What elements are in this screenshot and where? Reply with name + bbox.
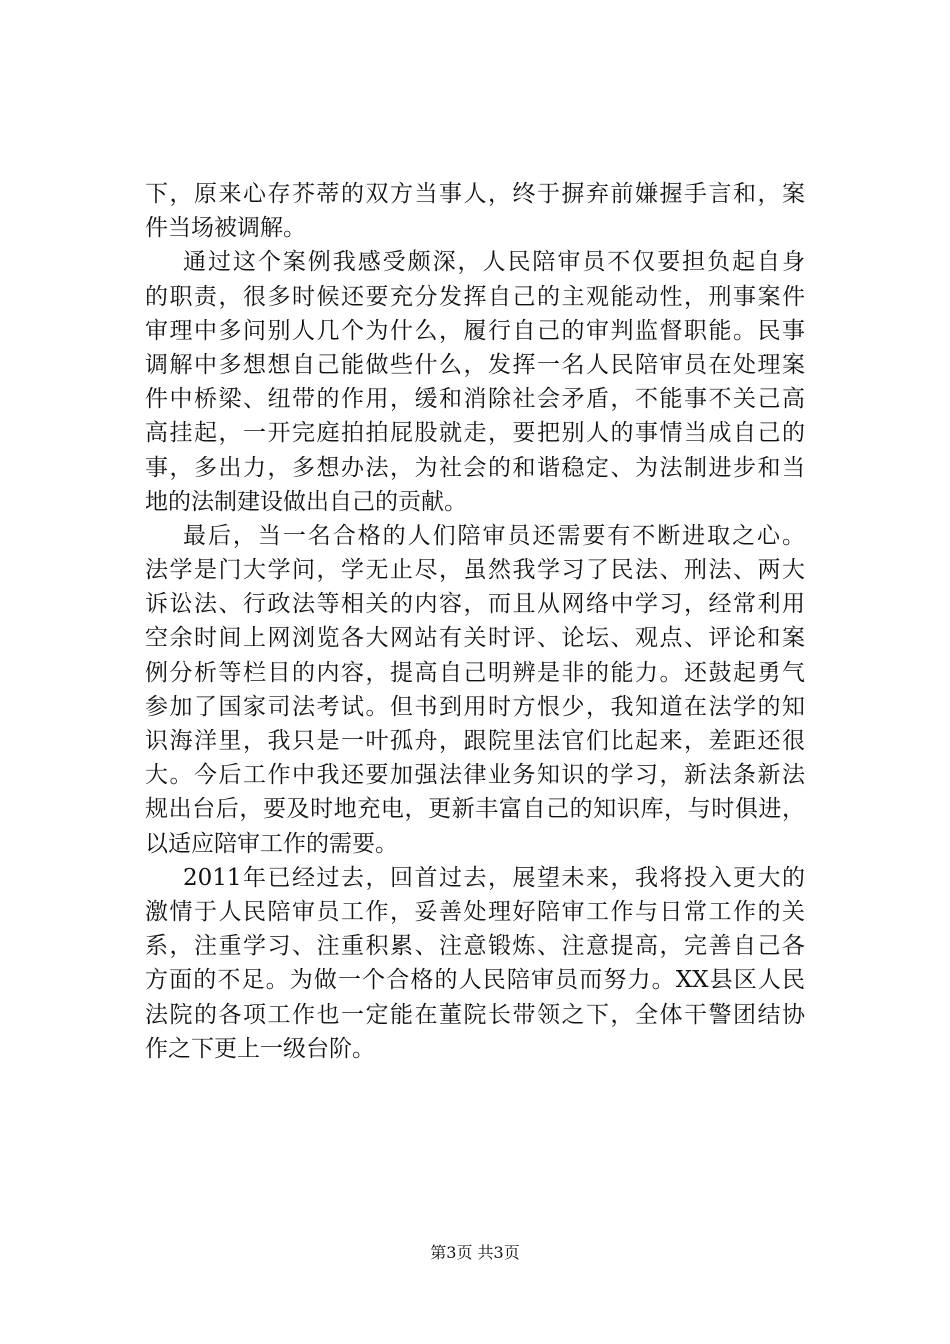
text-line: 例分析等栏目的内容，提高自己明辨是非的能力。还鼓起勇气 (145, 659, 805, 686)
text-line: 识海洋里，我只是一叶孤舟，跟院里法官们比起来，差距还很 (145, 728, 805, 754)
page-number-footer: 第3页 共3页 (430, 1243, 520, 1262)
text-line: 审理中多问别人几个为什么，履行自己的审判监督职能。民事 (145, 317, 805, 344)
text-line: 激情于人民陪审员工作，妥善处理好陪审工作与日常工作的关 (145, 898, 805, 925)
paragraph-3 (145, 519, 805, 861)
paragraph-2 (145, 245, 805, 519)
text-line: 通过这个案例我感受颇深，人民陪审员不仅要担负起自身 (183, 249, 805, 276)
text-line: 诉讼法、行政法等相关的内容，而且从网络中学习，经常利用 (145, 591, 805, 618)
text-line: 系，注重学习、注重积累、注意锻炼、注意提高，完善自己各 (145, 933, 805, 960)
text-line: 以适应陪审工作的需要。 (145, 830, 398, 857)
text-line: 参加了国家司法考试。但书到用时方恨少，我知道在法学的知 (145, 693, 805, 720)
text-line: 空余时间上网浏览各大网站有关时评、论坛、观点、评论和案 (145, 625, 805, 652)
text-line: 件当场被调解。 (145, 215, 306, 242)
text-line: 最后，当一名合格的人们陪审员还需要有不断进取之心。 (183, 522, 805, 549)
text-line: 2011年已经过去，回首过去，展望未来，我将投入更大的 (183, 864, 805, 891)
text-line: 法学是门大学问，学无止尽，虽然我学习了民法、刑法、两大 (145, 557, 805, 584)
text-line: 件中桥梁、纽带的作用，缓和消除社会矛盾，不能事不关己高 (145, 386, 805, 413)
text-line: 调解中多想想自己能做些什么，发挥一名人民陪审员在处理案 (145, 351, 805, 378)
paragraph-4 (145, 861, 805, 1066)
text-line: 方面的不足。为做一个合格的人民陪审员而努力。XX县区人民 (145, 967, 805, 994)
text-line: 高挂起，一开完庭拍拍屁股就走，要把别人的事情当成自己的 (145, 420, 805, 447)
text-line: 法院的各项工作也一定能在董院长带领之下，全体干警团结协 (145, 1001, 805, 1028)
text-line: 下，原来心存芥蒂的双方当事人，终于摒弃前嫌握手言和，案 (145, 181, 805, 207)
text-line: 作之下更上一级台阶。 (145, 1035, 375, 1062)
document-body (145, 177, 805, 1066)
text-line: 的职责，很多时候还要充分发挥自己的主观能动性，刑事案件 (145, 283, 805, 310)
paragraph-1 (145, 177, 805, 245)
text-line: 大。今后工作中我还要加强法律业务知识的学习，新法条新法 (145, 762, 805, 789)
text-line: 规出台后，要及时地充电，更新丰富自己的知识库，与时俱进， (145, 796, 805, 823)
text-line: 地的法制建设做出自己的贡献。 (145, 488, 467, 515)
text-line: 事，多出力，多想办法，为社会的和谐稳定、为法制进步和当 (145, 454, 805, 481)
